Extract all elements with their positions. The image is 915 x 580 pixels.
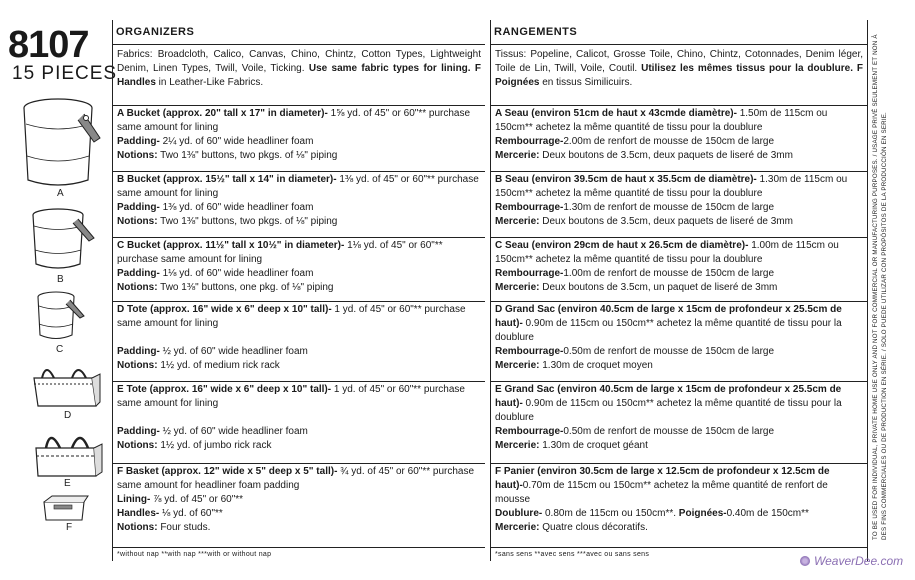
view-d-title-fr: D Grand Sac (environ 40.5cm de large x 15cm de profondeur x 25.5cm de haut)- <box>495 304 842 329</box>
view-d-notions-fr: 1.30m de croquet moyen <box>542 360 653 371</box>
lining-label: Lining- <box>117 494 151 505</box>
view-b-yardage-fr: 1.30m de 115cm ou 150cm** achetez la même quantité de tissu pour la doublure <box>495 174 848 199</box>
poignees-label: Poignées- <box>676 508 727 519</box>
mercerie-label: Mercerie: <box>495 216 540 227</box>
rembourrage-label: Rembourrage- <box>495 202 564 213</box>
weaverdee-logo-icon <box>800 556 810 566</box>
illustration-label-d: D <box>64 410 72 421</box>
view-e-padding: ½ yd. of 60" wide headliner foam <box>162 426 308 437</box>
view-d-padding-fr: 0.50m de renfort de mousse de 150cm de large <box>563 346 775 357</box>
notions-label: Notions: <box>117 360 158 371</box>
view-b-block <box>113 171 485 237</box>
view-c-block-fr <box>491 237 867 301</box>
mercerie-label: Mercerie: <box>495 440 540 451</box>
fabrics-text: Fabrics: Broadcloth, Calico, Canvas, Chino, Chintz, Cotton Types, Lightweight Denim, Linen Types, Twill, Voile, Ticking. <box>117 49 481 74</box>
view-f-yardage: ¾ yd. of 45" or 60"** purchase same amount for headliner foam padding <box>117 466 475 491</box>
view-e-title: E Tote (approx. 16" wide x 6" deep x 10" tall)- <box>117 384 332 395</box>
mercerie-label: Mercerie: <box>495 150 540 161</box>
padding-label: Padding- <box>117 268 160 279</box>
notions-label: Notions: <box>117 522 158 533</box>
notions-label: Notions: <box>117 216 158 227</box>
illustration-label-c: C <box>56 344 64 355</box>
view-b-notions: Two 1⅜" buttons, two pkgs. of ⅛" piping <box>160 216 338 227</box>
legal-notice <box>872 20 912 540</box>
illustration-label-f: F <box>66 522 73 533</box>
view-b-title-fr: B Seau (environ 39.5cm de haut x 35.5cm de diamètre)- <box>495 174 757 185</box>
view-e-title-fr: E Grand Sac (environ 40.5cm de large x 15cm de profondeur x 25.5cm de haut)- <box>495 384 842 409</box>
view-b-padding-fr: 1.30m de renfort de mousse de 150cm de large <box>563 202 775 213</box>
tote-e-illustration <box>32 426 104 480</box>
rembourrage-label: Rembourrage- <box>495 268 564 279</box>
piece-count: 15 PIECES <box>12 63 118 84</box>
doublure-note: Utilisez les mêmes tissus pour la doublure. F Poignées <box>495 63 863 88</box>
view-f-title-fr: F Panier (environ 30.5cm de large x 12.5cm de profondeur x 12.5cm de haut)- <box>495 466 830 491</box>
view-a-block <box>113 105 485 171</box>
view-a-notions-fr: Deux boutons de 3.5cm, deux paquets de liseré de 3mm <box>542 150 793 161</box>
padding-label: Padding- <box>117 202 160 213</box>
view-b-yardage: 1⅜ yd. of 45" or 60"** purchase same amount for lining <box>117 174 479 199</box>
view-b-padding: 1⅜ yd. of 60" wide headliner foam <box>162 202 314 213</box>
bucket-c-illustration <box>34 290 90 342</box>
tissus-text: Tissus: Popeline, Calicot, Grosse Toile, Chino, Chintz, Cotonnades, Denim léger, Toile de Lin, Twill, Voile, Coutil. <box>495 49 863 74</box>
view-f-block <box>113 463 485 547</box>
padding-label: Padding- <box>117 426 160 437</box>
view-a-yardage-fr: 1.50m de 115cm ou 150cm** achetez la même quantité de tissu pour la doublure <box>495 108 828 133</box>
view-b-block-fr <box>491 171 867 237</box>
mercerie-label: Mercerie: <box>495 522 540 533</box>
view-a-title-fr: A Seau (environ 51cm de haut x 43cmde diamètre)- <box>495 108 737 119</box>
legal-notice-text: TO BE USED FOR INDIVIDUAL, PRIVATE HOME USE ONLY AND NOT FOR COMMERCIAL OR MANUFACTURING PURPOSES. / USAGE PRIVÉ SEULEMENT ET NON À DES FINS COMMERCIALES OU DE PRODUCTION EN SÉRIE. / SOLO PUEDE UTILIZAR CON PROPÓSITOS DE LA PRODUCCIÓN EN SERIE. <box>872 34 888 540</box>
fabrics-intro <box>113 44 485 105</box>
view-d-yardage: 1 yd. of 45" or 60"** purchase same amount for lining <box>117 304 466 329</box>
mercerie-label: Mercerie: <box>495 282 540 293</box>
view-a-block-fr <box>491 105 867 171</box>
rembourrage-label: Rembourrage- <box>495 426 564 437</box>
illustration-label-a: A <box>57 188 64 199</box>
rembourrage-label: Rembourrage- <box>495 346 564 357</box>
lining-note: Use same fabric types for lining. F Handles <box>117 63 482 88</box>
view-a-title: A Bucket (approx. 20" tall x 17" in diameter)- <box>117 108 328 119</box>
organizers-heading: ORGANIZERS <box>116 26 195 38</box>
notions-label: Notions: <box>117 150 158 161</box>
view-f-lining: ⅞ yd. of 45" or 60"** <box>153 494 244 505</box>
view-d-block-fr <box>491 301 867 381</box>
view-c-title-fr: C Seau (environ 29cm de haut x 26.5cm de diamètre)- <box>495 240 749 251</box>
view-b-title: B Bucket (approx. 15½" tall x 14" in diameter)- <box>117 174 337 185</box>
view-e-notions: 1½ yd. of jumbo rick rack <box>160 440 272 451</box>
view-c-notions-fr: Deux boutons de 3.5cm, un paquet de liseré de 3mm <box>542 282 778 293</box>
rangements-column <box>490 20 868 561</box>
view-f-notions: Four studs. <box>160 522 211 533</box>
basket-f-illustration <box>40 492 90 524</box>
notions-label: Notions: <box>117 440 158 451</box>
view-e-yardage: 1 yd. of 45" or 60"** purchase same amount for lining <box>117 384 465 409</box>
view-f-notions-fr: Quatre clous décoratifs. <box>542 522 648 533</box>
view-e-padding-fr: 0.50m de renfort de mousse de 150cm de large <box>563 426 775 437</box>
view-c-notions: Two 1⅜" buttons, one pkg. of ⅛" piping <box>160 282 334 293</box>
illustration-label-e: E <box>64 478 71 489</box>
view-b-notions-fr: Deux boutons de 3.5cm, deux paquets de liseré de 3mm <box>542 216 793 227</box>
poignees-note: en tissus Similicuirs. <box>539 77 633 88</box>
padding-label: Padding- <box>117 136 160 147</box>
organizers-column <box>112 20 485 561</box>
nap-footnote: *without nap **with nap ***with or without nap <box>113 547 485 561</box>
illustration-label-b: B <box>57 274 64 285</box>
view-e-notions-fr: 1.30m de croquet géant <box>542 440 648 451</box>
view-c-yardage-fr: 1.00m de 115cm ou 150cm** achetez la même quantité de tissu pour la doublure <box>495 240 839 265</box>
view-a-yardage: 1⅝ yd. of 45" or 60"** purchase same amount for lining <box>117 108 471 133</box>
view-d-yardage-fr: 0.90m de 115cm ou 150cm** achetez la même quantité de tissu pour la doublure <box>495 318 842 343</box>
view-e-yardage-fr: 0.90m de 115cm ou 150cm** achetez la même quantité de tissu pour la doublure <box>495 398 842 423</box>
view-f-title: F Basket (approx. 12" wide x 5" deep x 5" tall)- <box>117 466 338 477</box>
view-f-handles: ⅛ yd. of 60"** <box>162 508 223 519</box>
watermark <box>800 554 903 568</box>
view-a-padding: 2¼ yd. of 60" wide headliner foam <box>162 136 314 147</box>
view-c-title: C Bucket (approx. 11½" tall x 10½" in diameter)- <box>117 240 345 251</box>
view-c-padding-fr: 1.00m de renfort de mousse de 150cm de large <box>563 268 775 279</box>
tote-d-illustration <box>30 360 102 412</box>
handles-label: Handles- <box>117 508 160 519</box>
tissus-intro <box>491 44 867 105</box>
mercerie-label: Mercerie: <box>495 360 540 371</box>
handles-note: in Leather-Like Fabrics. <box>155 77 264 88</box>
pattern-number: 8107 <box>8 24 89 66</box>
bucket-b-illustration <box>28 206 100 272</box>
sens-footnote: *sans sens **avec sens ***avec ou sans sens <box>491 547 867 561</box>
bucket-a-illustration <box>18 94 102 190</box>
padding-label: Padding- <box>117 346 160 357</box>
doublure-label: Doublure- <box>495 508 543 519</box>
view-f-handles-fr: 0.40m de 150cm** <box>726 508 809 519</box>
view-c-block <box>113 237 485 301</box>
watermark-text: WeaverDee.com <box>814 554 904 568</box>
view-c-padding: 1⅛ yd. of 60" wide headliner foam <box>162 268 314 279</box>
view-e-block-fr <box>491 381 867 463</box>
view-d-padding: ½ yd. of 60" wide headliner foam <box>162 346 308 357</box>
rangements-heading: RANGEMENTS <box>494 26 578 38</box>
view-f-yardage-fr: 0.70m de 115cm ou 150cm** achetez la même quantité de renfort de mousse <box>495 480 828 505</box>
view-a-padding-fr: 2.00m de renfort de mousse de 150cm de large <box>563 136 775 147</box>
rembourrage-label: Rembourrage- <box>495 136 564 147</box>
notions-label: Notions: <box>117 282 158 293</box>
view-e-block <box>113 381 485 463</box>
view-d-block <box>113 301 485 381</box>
view-f-lining-fr: 0.80m de 115cm ou 150cm**. <box>545 508 677 519</box>
view-d-notions: 1½ yd. of medium rick rack <box>160 360 280 371</box>
view-a-notions: Two 1⅜" buttons, two pkgs. of ⅛" piping <box>160 150 338 161</box>
view-c-yardage: 1⅛ yd. of 45" or 60"** purchase same amount for lining <box>117 240 443 265</box>
view-d-title: D Tote (approx. 16" wide x 6" deep x 10" tall)- <box>117 304 332 315</box>
view-f-block-fr <box>491 463 867 547</box>
